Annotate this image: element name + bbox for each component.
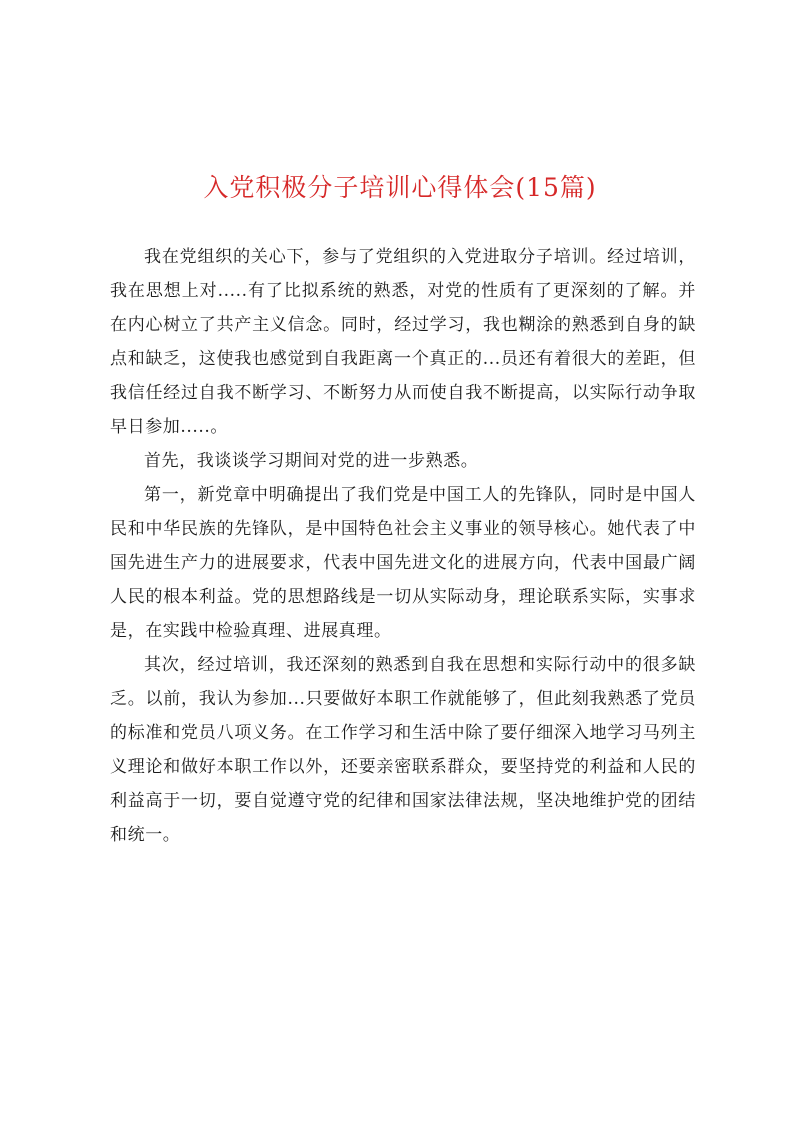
paragraph-4: 其次，经过培训，我还深刻的熟悉到自我在思想和实际行动中的很多缺乏。以前，我认为参加...只要做好本职工作就能够了，但此刻我熟悉了党员的标准和党员八项义务。在工作学习和生活中除了要仔细深入地学习马列主义理论和做好本职工作以外，还要亲密联系群众，要坚持党的利益和人民的利益高于一切，要自觉遵守党的纪律和国家法律法规，坚决地维护党的团结和统一。 (110, 655, 696, 845)
paragraph-2: 首先，我谈谈学习期间对党的进一步熟悉。 (144, 451, 479, 471)
document-title: 入党积极分子培训心得体会(15篇) (203, 173, 597, 202)
document-body (110, 240, 696, 852)
paragraph-3: 第一，新党章中明确提出了我们党是中国工人的先锋队，同时是中国人民和中华民族的先锋队，是中国特色社会主义事业的领导核心。她代表了中国先进生产力的进展要求，代表中国先进文化的进展方向，代表中国最广阔人民的根本利益。党的思想路线是一切从实际动身，理论联系实际，实事求是，在实践中检验真理、进展真理。 (110, 485, 696, 641)
paragraph-1: 我在党组织的关心下，参与了党组织的入党进取分子培训。经过培训，我在思想上对.....有了比拟系统的熟悉，对党的性质有了更深刻的了解。并在内心树立了共产主义信念。同时，经过学习，我也糊涂的熟悉到自身的缺点和缺乏，这使我也感觉到自我距离一个真正的...员还有着很大的差距，但我信任经过自我不断学习、不断努力从而使自我不断提高，以实际行动争取早日参加.....。 (110, 247, 696, 437)
